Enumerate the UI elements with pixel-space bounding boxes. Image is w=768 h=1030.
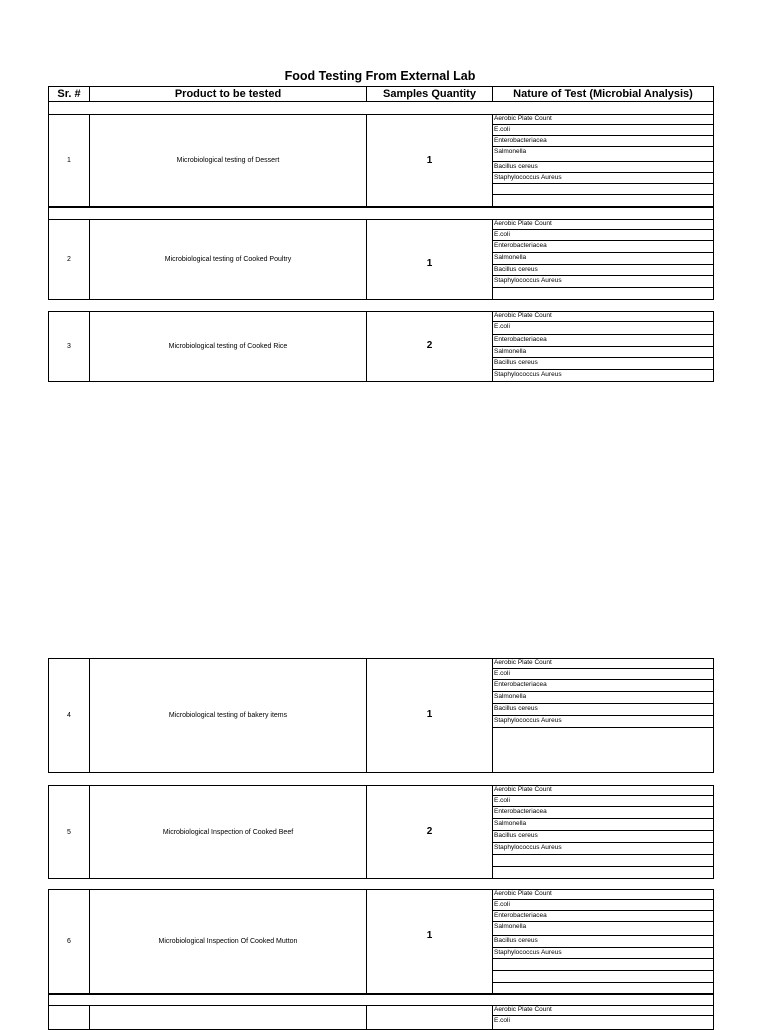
test-item: Aerobic Plate Count <box>493 658 713 669</box>
product-cell <box>89 1005 367 1030</box>
test-item: Bacillus cereus <box>493 265 713 276</box>
test-item <box>493 971 713 983</box>
quantity-cell: 1 <box>366 889 493 994</box>
header-nature: Nature of Test (Microbial Analysis) <box>492 86 714 102</box>
test-item: Salmonella <box>493 347 713 358</box>
product-cell: Microbiological Inspection Of Cooked Mutton <box>89 889 367 994</box>
test-item: Staphylococcus Aureus <box>493 276 713 288</box>
test-item: Aerobic Plate Count <box>493 311 713 322</box>
test-item <box>493 959 713 971</box>
test-item: Bacillus cereus <box>493 936 713 948</box>
test-item: Salmonella <box>493 922 713 936</box>
product-cell: Microbiological testing of Cooked Rice <box>89 311 367 382</box>
header-quantity: Samples Quantity <box>366 86 493 102</box>
test-item: Bacillus cereus <box>493 162 713 173</box>
quantity-cell <box>366 1005 493 1030</box>
test-item: Aerobic Plate Count <box>493 114 713 125</box>
test-item: Enterobacteriacea <box>493 335 713 347</box>
test-item: Enterobacteriacea <box>493 807 713 819</box>
quantity-cell: 2 <box>366 311 493 382</box>
test-item: E.coli <box>494 1017 510 1024</box>
sr-cell <box>48 1005 90 1030</box>
test-item <box>493 728 713 773</box>
test-item: E.coli <box>493 669 713 680</box>
test-item: E.coli <box>493 900 713 911</box>
nature-of-test-cell <box>492 658 714 773</box>
test-item: Staphylococcus Aureus <box>493 716 713 728</box>
product-cell: Microbiological testing of Cooked Poultry <box>89 219 367 300</box>
quantity-cell: 1 <box>366 219 493 300</box>
test-item: Aerobic Plate Count <box>493 219 713 230</box>
test-item: E.coli <box>493 125 713 136</box>
test-item: Enterobacteriacea <box>493 136 713 147</box>
sr-cell: 2 <box>48 219 90 300</box>
nature-of-test-cell <box>492 1005 714 1030</box>
quantity-cell: 1 <box>366 114 493 207</box>
test-item: Salmonella <box>493 692 713 704</box>
test-item: Enterobacteriacea <box>493 241 713 253</box>
product-cell: Microbiological Inspection of Cooked Beef <box>89 785 367 879</box>
test-item: E.coli <box>493 230 713 241</box>
test-item: Staphylococcus Aureus <box>493 843 713 855</box>
test-item: Aerobic Plate Count <box>493 785 713 796</box>
spacer-row <box>48 101 714 115</box>
header-product: Product to be tested <box>89 86 367 102</box>
document-title: Food Testing From External Lab <box>284 69 476 83</box>
test-item: Staphylococcus Aureus <box>493 173 713 184</box>
sr-cell: 3 <box>48 311 90 382</box>
product-cell: Microbiological testing of bakery items <box>89 658 367 773</box>
test-item: Bacillus cereus <box>493 358 713 370</box>
nature-of-test-cell <box>492 889 714 994</box>
test-item: Salmonella <box>493 253 713 265</box>
sr-cell: 5 <box>48 785 90 879</box>
test-item <box>493 867 713 879</box>
header-sr: Sr. # <box>48 86 90 102</box>
test-item: Enterobacteriacea <box>493 680 713 692</box>
test-item: Staphylococcus Aureus <box>493 948 713 959</box>
sr-cell: 6 <box>48 889 90 994</box>
product-cell: Microbiological testing of Dessert <box>89 114 367 207</box>
test-item <box>493 855 713 867</box>
test-item: Aerobic Plate Count <box>493 1005 713 1016</box>
nature-of-test-cell <box>492 219 714 300</box>
quantity-cell: 2 <box>366 785 493 879</box>
test-item <box>493 288 713 300</box>
test-item <box>493 983 713 994</box>
sr-cell: 1 <box>48 114 90 207</box>
test-item: E.coli <box>493 796 713 807</box>
test-item: Salmonella <box>493 147 713 162</box>
test-item <box>493 195 713 207</box>
test-item: Bacillus cereus <box>493 831 713 843</box>
test-item: E.coli <box>493 322 713 335</box>
test-item: Aerobic Plate Count <box>493 889 713 900</box>
test-item <box>493 184 713 195</box>
nature-of-test-cell <box>492 311 714 382</box>
nature-of-test-cell <box>492 114 714 207</box>
test-item: Bacillus cereus <box>493 704 713 716</box>
quantity-cell: 1 <box>366 658 493 773</box>
sr-cell: 4 <box>48 658 90 773</box>
test-item: Enterobacteriacea <box>493 911 713 922</box>
test-item: Staphylococcus Aureus <box>494 371 562 378</box>
nature-of-test-cell <box>492 785 714 879</box>
test-item: Salmonella <box>493 819 713 831</box>
